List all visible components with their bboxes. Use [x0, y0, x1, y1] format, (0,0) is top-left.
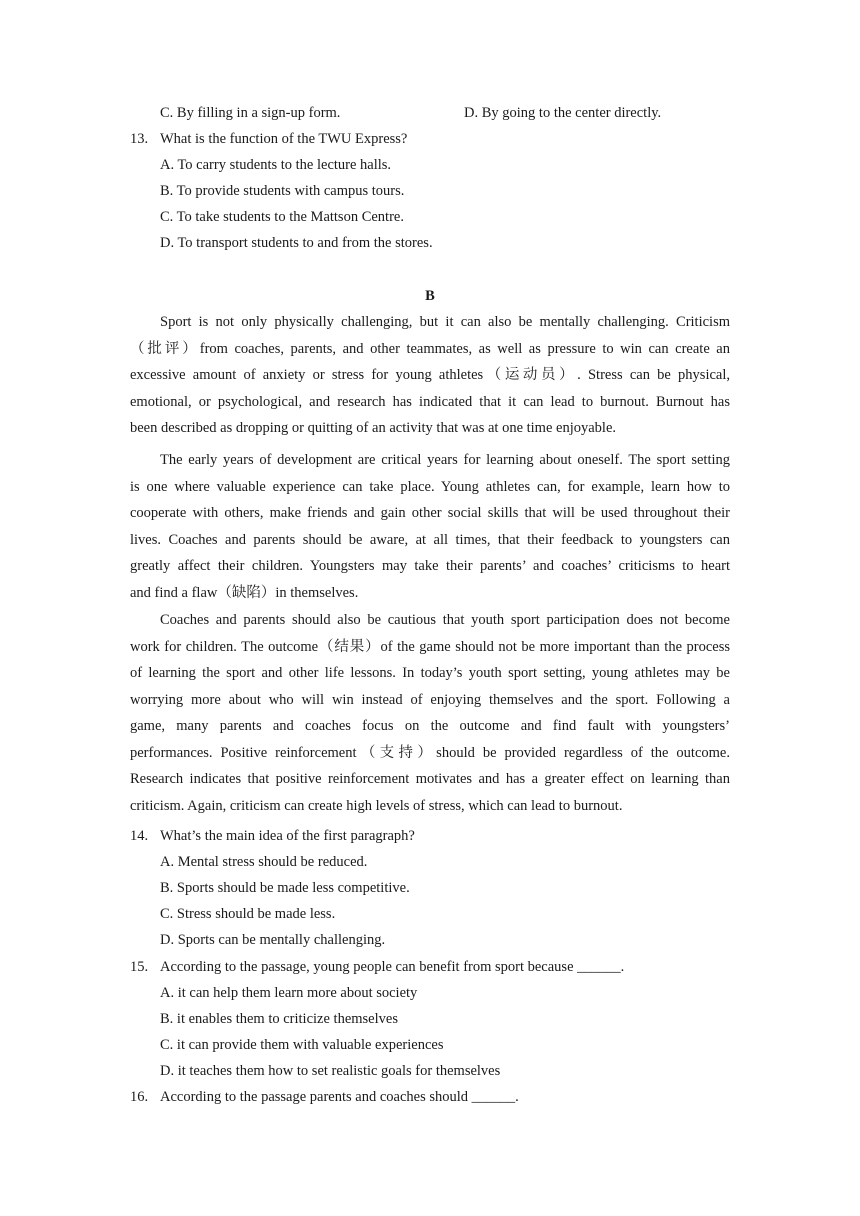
q15-option-a: A. it can help them learn more about society	[160, 985, 418, 1001]
q13-option-a: A. To carry students to the lecture halls.	[160, 157, 392, 173]
q14-option-d: D. Sports can be mentally challenging.	[160, 932, 386, 948]
q13-option-c: C. To take students to the Mattson Centre.	[160, 209, 404, 225]
q15-question: According to the passage, young people can benefit from sport because ______.	[160, 959, 625, 975]
q15-option-c: C. it can provide them with valuable experiences	[160, 1037, 444, 1053]
passage-line: work for children. The outcome（结果）of the game should not be more important than the process	[130, 638, 730, 655]
q14-option-b: B. Sports should be made less competitive.	[160, 880, 410, 896]
q14-option-c: C. Stress should be made less.	[160, 906, 336, 922]
q15-option-b: B. it enables them to criticize themselves	[160, 1011, 398, 1027]
q13-question: What is the function of the TWU Express?	[160, 131, 408, 147]
passage-paragraph-1	[130, 309, 730, 442]
q14-option-a: A. Mental stress should be reduced.	[160, 854, 368, 870]
q16-number: 16.	[130, 1089, 149, 1105]
q13-number: 13.	[130, 131, 149, 147]
passage-line: Research indicates that positive reinforcement motivates and has a greater effect on learning than	[130, 771, 730, 787]
passage-paragraph-3	[130, 607, 730, 819]
passage-line: （批评）from coaches, parents, and other teammates, as well as pressure to win can create an	[130, 340, 730, 357]
q13-option-b: B. To provide students with campus tours.	[160, 183, 405, 199]
q15-number: 15.	[130, 959, 149, 975]
q12-option-d: D. By going to the center directly.	[464, 105, 662, 121]
passage-line: emotional, or psychological, and research has indicated that it can lead to burnout. Burnout has	[130, 393, 730, 410]
passage-line: excessive amount of anxiety or stress for young athletes（运动员）. Stress can be physical,	[130, 367, 730, 383]
passage-line: of learning the sport and other life lessons. In today’s youth sport setting, young athletes may be	[130, 665, 730, 681]
passage-line: and find a flaw（缺陷）in themselves.	[130, 584, 359, 601]
passage-line: cooperate with others, make friends and gain other social skills that will be used throughout their	[130, 505, 730, 521]
passage-line: worrying more about who will win instead of enjoying themselves and the sport. Following a	[130, 691, 730, 708]
q16-question: According to the passage parents and coaches should ______.	[160, 1089, 519, 1105]
passage-line: been described as dropping or quitting of an activity that was at one time enjoyable.	[130, 420, 617, 436]
q15-option-d: D. it teaches them how to set realistic goals for themselves	[160, 1063, 501, 1079]
q14-number: 14.	[130, 828, 149, 844]
passage-line: Coaches and parents should also be cautious that youth sport participation does not become	[160, 612, 730, 628]
passage-line: performances. Positive reinforcement（支持）should be provided regardless of the outcome.	[130, 744, 730, 761]
passage-line: lives. Coaches and parents should be aware, at all times, that their feedback to youngsters can	[130, 531, 730, 548]
passage-line: The early years of development are critical years for learning about oneself. The sport setting	[160, 452, 730, 468]
passage-line: criticism. Again, criticism can create high levels of stress, which can lead to burnout.	[130, 797, 623, 814]
passage-paragraph-2	[130, 447, 730, 606]
q13-option-d: D. To transport students to and from the stores.	[160, 235, 433, 251]
section-heading: B	[425, 288, 435, 304]
passage-line: Sport is not only physically challenging, but it can also be mentally challenging. Criticism	[160, 314, 730, 330]
passage-line: is one where valuable experience can take place. Young athletes can, for example, learn how to	[130, 478, 730, 495]
passage-line: greatly affect their children. Youngsters may take their parents’ and coaches’ criticisms to heart	[130, 558, 730, 574]
q12-option-c: C. By filling in a sign-up form.	[160, 105, 341, 121]
passage-line: game, many parents and coaches focus on the outcome and find fault with youngsters’	[130, 718, 730, 734]
q14-question: What’s the main idea of the first paragraph?	[160, 828, 415, 844]
